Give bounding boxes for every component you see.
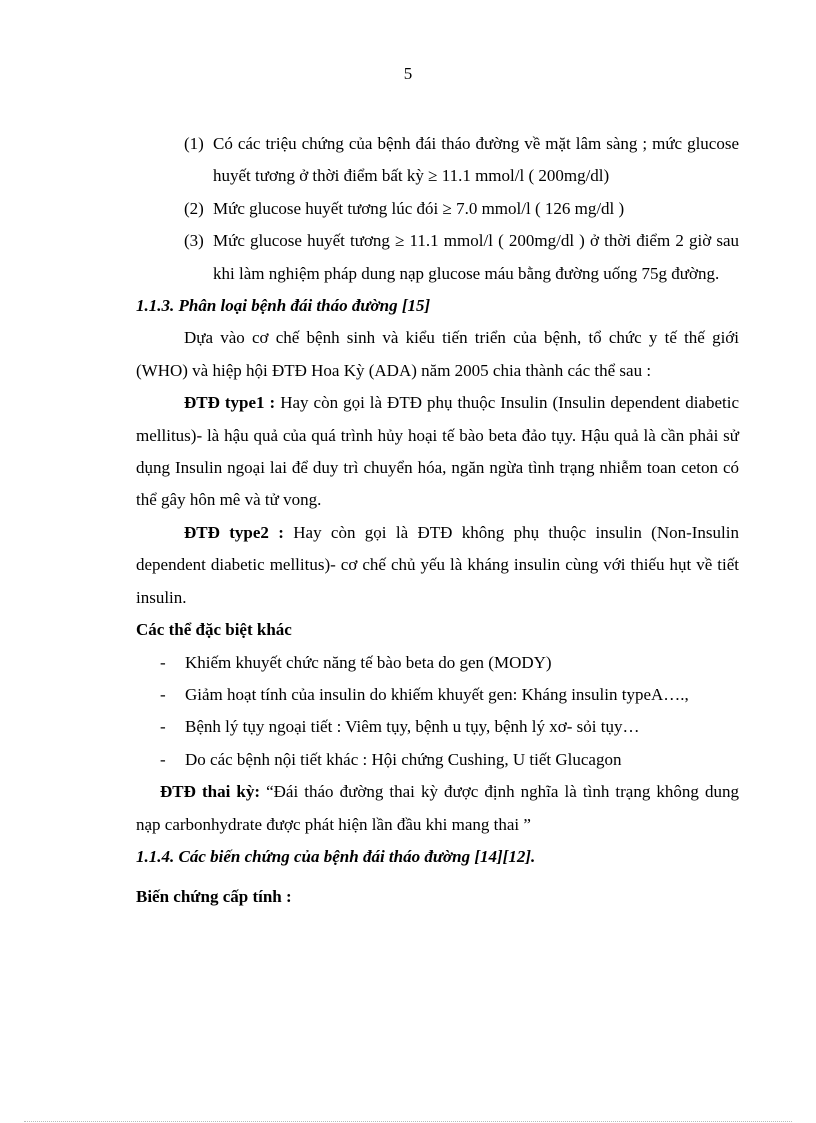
list-item-text: Do các bệnh nội tiết khác : Hội chứng Cushing, U tiết Glucagon xyxy=(185,749,622,769)
gestational-paragraph xyxy=(136,776,739,841)
gestational-text: “Đái tháo đường thai kỳ được định nghĩa là tình trạng không dung nạp carbonhydrate được phát hiện lần đầu khi mang thai ” xyxy=(136,782,739,834)
list-item xyxy=(160,744,739,776)
criteria-text: Mức glucose huyết tương ≥ 11.1 mmol/l ( 200mg/dl ) ở thời điểm 2 giờ sau khi làm nghiệm pháp dung nạp glucose máu bằng đường uống 75g đường. xyxy=(213,231,739,283)
list-item-text: Bệnh lý tụy ngoại tiết : Viêm tụy, bệnh u tụy, bệnh lý xơ- sỏi tụy… xyxy=(185,717,640,737)
dash-bullet: - xyxy=(160,749,166,769)
type1-paragraph xyxy=(136,387,739,517)
dash-bullet: - xyxy=(160,717,166,737)
criteria-item-3 xyxy=(184,225,739,290)
type2-text: Hay còn gọi là ĐTĐ không phụ thuộc insulin (Non-Insulin dependent diabetic mellitus)- cơ chế chủ yếu là kháng insulin cùng với thiếu hụt về tiết insulin. xyxy=(136,522,739,607)
criteria-text: Mức glucose huyết tương lúc đói ≥ 7.0 mmol/l ( 126 mg/dl ) xyxy=(213,198,625,218)
page-number: 5 xyxy=(403,64,413,83)
criteria-label: (2) xyxy=(184,198,204,218)
page-bottom-border xyxy=(24,1121,792,1122)
special-types-list xyxy=(160,647,739,777)
gestational-label: ĐTĐ thai kỳ: xyxy=(160,782,261,802)
special-types-heading: Các thể đặc biệt khác xyxy=(136,620,292,640)
list-item xyxy=(160,711,739,743)
type2-paragraph xyxy=(136,517,739,614)
criteria-text: Có các triệu chứng của bệnh đái tháo đường về mặt lâm sàng ; mức glucose huyết tương ở thời điểm bất kỳ ≥ 11.1 mmol/l ( 200mg/dl) xyxy=(213,134,739,186)
classification-intro: Dựa vào cơ chế bệnh sinh và kiểu tiến triển của bệnh, tổ chức y tế thế giới (WHO) và hiệp hội ĐTĐ Hoa Kỳ (ADA) năm 2005 chia thành các thể sau : xyxy=(136,328,739,380)
type1-label: ĐTĐ type1 : xyxy=(184,393,276,413)
dash-bullet: - xyxy=(160,684,166,704)
section-heading-1-1-4: 1.1.4. Các biến chứng của bệnh đái tháo đường [14][12]. xyxy=(136,846,536,866)
criteria-item-2 xyxy=(184,193,739,225)
document-body xyxy=(136,128,739,914)
type2-label: ĐTĐ type2 : xyxy=(184,522,284,542)
list-item-text: Khiếm khuyết chức năng tế bào beta do gen (MODY) xyxy=(185,652,552,672)
list-item-text: Giảm hoạt tính của insulin do khiếm khuyết gen: Kháng insulin typeA…., xyxy=(185,684,689,704)
dash-bullet: - xyxy=(160,652,166,672)
diagnostic-criteria-list xyxy=(184,128,739,290)
list-item xyxy=(160,647,739,679)
list-item xyxy=(160,679,739,711)
criteria-label: (3) xyxy=(184,231,204,251)
acute-complications-heading: Biến chứng cấp tính : xyxy=(136,887,292,907)
type1-text: Hay còn gọi là ĐTĐ phụ thuộc Insulin (Insulin dependent diabetic mellitus)- là hậu quả của quá trình hủy hoại tế bào beta đảo tụy. Hậu quả là cần phải sử dụng Insulin ngoại lai để duy trì chuyển hóa, ngăn ngừa tình trạng nhiễm toan ceton có thể gây hôn mê và tử vong. xyxy=(136,393,740,510)
criteria-label: (1) xyxy=(184,134,204,153)
criteria-item-1 xyxy=(184,128,739,193)
section-heading-1-1-3: 1.1.3. Phân loại bệnh đái tháo đường [15] xyxy=(136,296,431,316)
